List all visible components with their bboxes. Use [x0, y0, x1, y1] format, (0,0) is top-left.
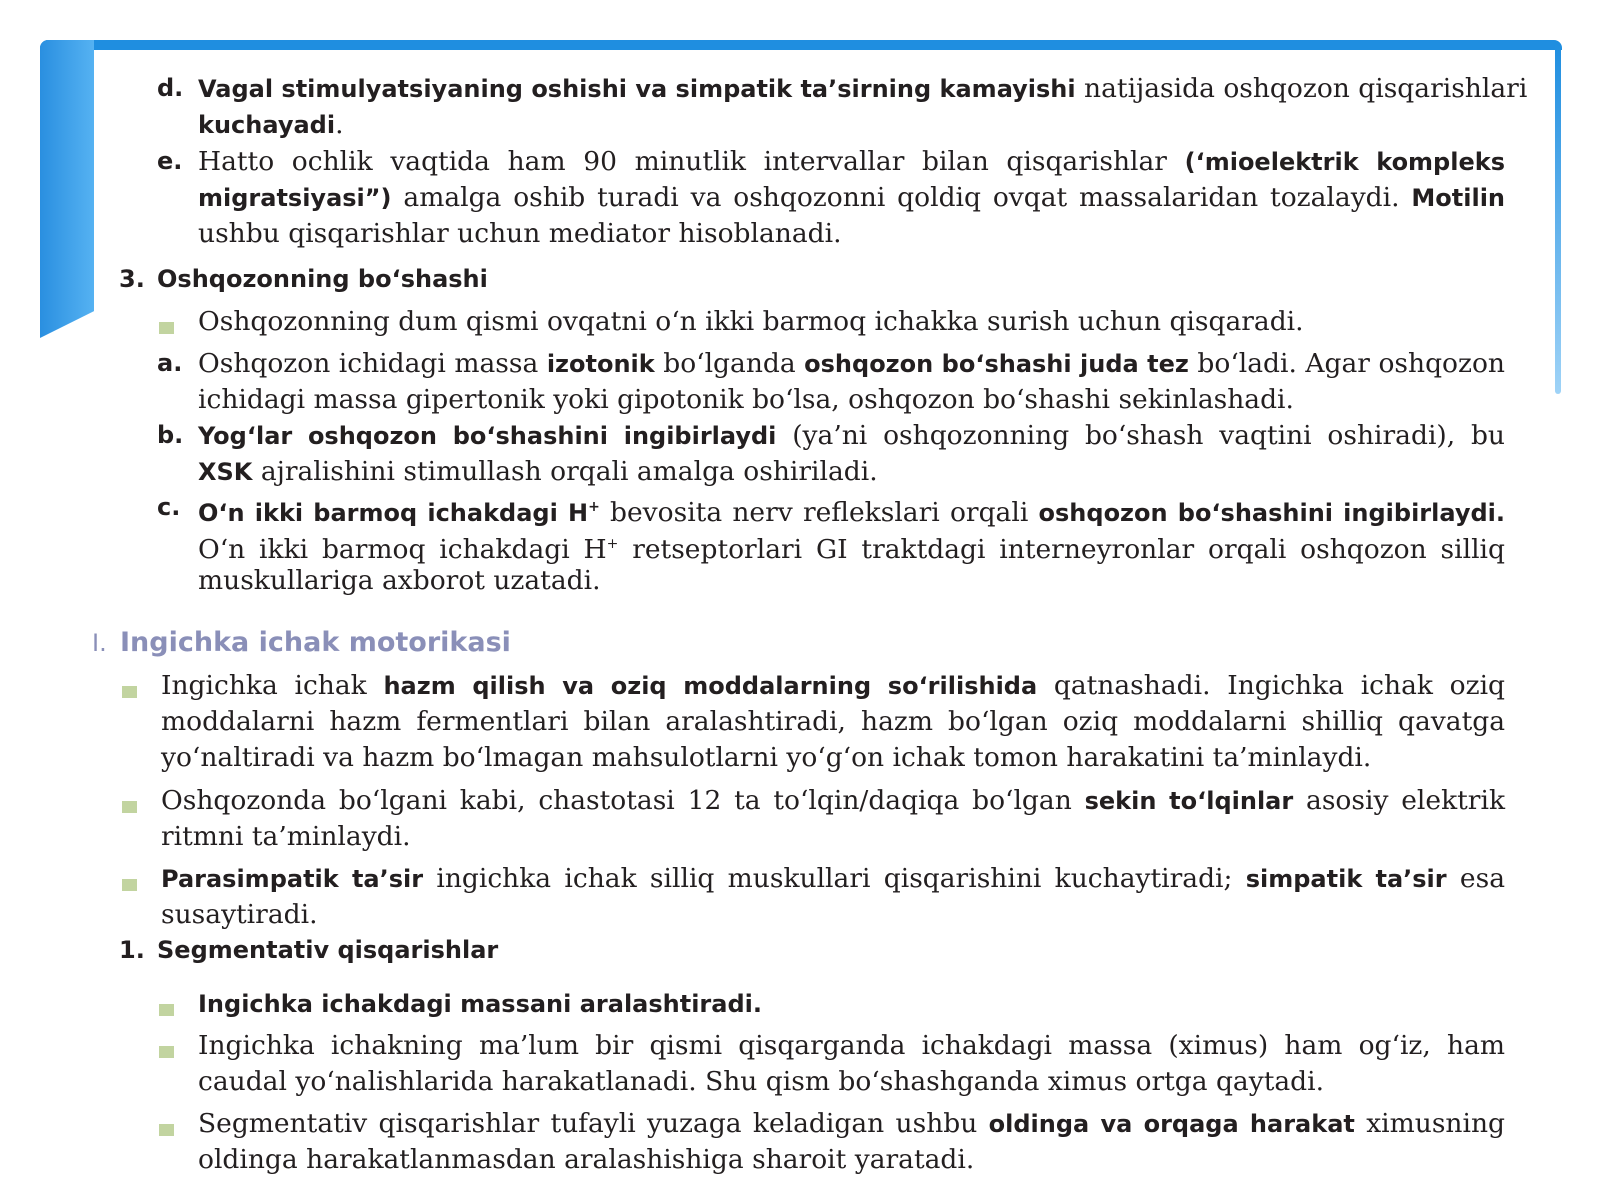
item-a-line-2: ichidagi massa gipertonik yoki gipotonik bo‘lsa, oshqozon bo‘shashi sekinlashadi. [198, 384, 1294, 415]
bullet-s2-line-2: caudal yo‘nalishlarida harakatlanadi. Shu qism bo‘shashganda ximus ortga qaytadi. [198, 1066, 1325, 1097]
paragraph-1-line-3: yo‘naltiradi va hazm bo‘lmagan mahsulotlarni yo‘g‘on ichak tomon harakatini ta’minlaydi. [161, 742, 1372, 773]
bullet-s3-line-2: oldinga harakatlanmasdan aralashishiga sharoit yaratadi. [198, 1144, 975, 1175]
bullet-icon [122, 686, 137, 698]
paragraph-1-line-1: Ingichka ichak hazm qilish va oziq moddalarning so‘rilishida qatnashadi. Ingichka ichak oziq [161, 670, 1506, 701]
bullet-text-intro: Oshqozonning dum qismi ovqatni o‘n ikki barmoq ichakka surish uchun qisqaradi. [198, 306, 1304, 337]
heading-oshqozonning-boshashi: Oshqozonning bo‘shashi [157, 265, 488, 293]
bullet-icon [122, 801, 137, 813]
heading-segmentativ-qisqarishlar: Segmentativ qisqarishlar [157, 936, 499, 964]
page-frame-top [40, 40, 1562, 50]
paragraph-3-line-2: susaytiradi. [161, 899, 318, 930]
bullet-s3-line-1: Segmentativ qisqarishlar tufayli yuzaga keladigan ushbu oldinga va orqaga harakat ximusning [198, 1108, 1505, 1139]
bullet-icon [122, 879, 137, 891]
page-frame-right [1555, 44, 1561, 394]
item-label-e: e. [157, 147, 183, 175]
item-c-line-1: O‘n ikki barmoq ichakdagi H+ bevosita nerv reflekslari orqali oshqozon bo‘shashini ingibirlaydi. [198, 496, 1505, 528]
bullet-icon [159, 322, 174, 334]
item-label-b: b. [157, 421, 184, 449]
item-label-c: c. [157, 493, 181, 521]
item-d-line-2: kuchayadi. [198, 109, 344, 140]
bullet-text-s1: Ingichka ichakdagi massani aralashtiradi. [198, 990, 762, 1018]
bullet-icon [159, 1046, 174, 1058]
item-label-d: d. [157, 74, 184, 102]
item-c-line-3: muskullariga axborot uzatadi. [198, 565, 601, 596]
page-frame-corner [40, 40, 94, 338]
heading-number: 1. [119, 936, 145, 964]
paragraph-3-line-1: Parasimpatik ta’sir ingichka ichak silliq muskullari qisqarishini kuchaytiradi; simpatik ta’sir esa [161, 863, 1505, 894]
bullet-icon [159, 1004, 174, 1016]
item-b-line-2: XSK ajralishini stimullash orqali amalga oshiriladi. [198, 456, 878, 487]
item-b-line-1: Yog‘lar oshqozon bo‘shashini ingibirlaydi (ya’ni oshqozonning bo‘shash vaqtini oshiradi), bu [198, 420, 1506, 451]
item-label-a: a. [157, 349, 183, 377]
paragraph-1-line-2: moddalarni hazm fermentlari bilan aralashtiradi, hazm bo‘lgan oziq moddalarni shilliq qavatga [161, 706, 1505, 737]
bullet-icon [159, 1124, 174, 1136]
paragraph-2-line-2: ritmni ta’minlaydi. [161, 821, 411, 852]
item-e-line-1: Hatto ochlik vaqtida ham 90 minutlik intervallar bilan qisqarishlar (‘mioelektrik kompleks [198, 146, 1505, 177]
paragraph-2-line-1: Oshqozonda bo‘lgani kabi, chastotasi 12 ta to‘lqin/daqiqa bo‘lgan sekin to‘lqinlar asosiy elektrik [161, 785, 1505, 816]
item-e-line-2: migratsiyasi”) amalga oshib turadi va oshqozonni qoldiq ovqat massalaridan tozalaydi. Motilin [198, 182, 1505, 213]
section-title: Ingichka ichak motorikasi [120, 627, 511, 658]
bullet-s2-line-1: Ingichka ichakning ma’lum bir qismi qisqarganda ichakdagi massa (ximus) ham og‘iz, ham [198, 1030, 1505, 1061]
item-d-line-1: Vagal stimulyatsiyaning oshishi va simpatik ta’sirning kamayishi natijasida oshqozon qisqarishlari [198, 73, 1528, 104]
item-e-line-3: ushbu qisqarishlar uchun mediator hisoblanadi. [198, 218, 842, 249]
item-a-line-1: Oshqozon ichidagi massa izotonik bo‘lganda oshqozon bo‘shashi juda tez bo‘ladi. Agar oshqozon [198, 348, 1505, 379]
section-number: I. [92, 629, 107, 657]
item-c-line-2: O‘n ikki barmoq ichakdagi H+ retseptorlari GI traktdagi interneyronlar orqali oshqozon silliq [198, 533, 1505, 565]
heading-number: 3. [119, 265, 145, 293]
